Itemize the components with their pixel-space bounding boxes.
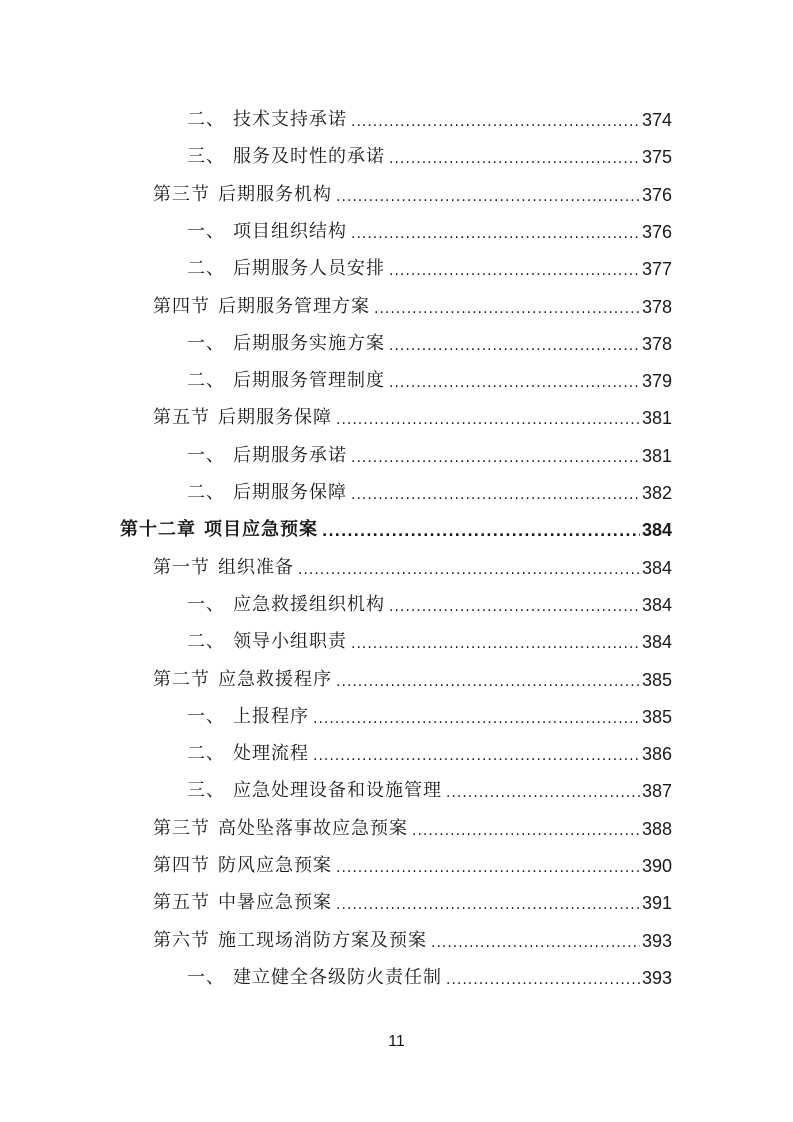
- toc-entry-title: [153, 928, 427, 954]
- toc-entry-title: [187, 219, 347, 245]
- toc-entry-text: 后期服务承诺: [233, 444, 347, 466]
- toc-entry-title: [187, 443, 347, 469]
- toc-entry-page: 378: [641, 296, 672, 317]
- toc-entry-page: 381: [641, 408, 672, 429]
- toc-entry-text: 处理流程: [233, 743, 309, 765]
- dot-leader: [351, 484, 640, 506]
- toc-entry-page: 378: [641, 333, 672, 354]
- toc-entry-page: 377: [641, 259, 672, 280]
- dot-leader: [389, 148, 640, 170]
- toc-entry-prefix: 一、: [187, 705, 225, 727]
- toc-entry-title: [187, 965, 442, 991]
- toc-entry-page: 393: [641, 930, 672, 951]
- toc-entry-text: 技术支持承诺: [233, 109, 347, 130]
- toc-entry-title: [153, 294, 370, 320]
- toc-entry-page: 391: [641, 893, 672, 914]
- toc-entry-title: [153, 405, 332, 431]
- toc-entry-prefix: 三、: [187, 780, 225, 802]
- toc-entry-title: [187, 704, 309, 730]
- toc-entry-title: [153, 555, 294, 581]
- toc-entry-prefix: 第三节: [153, 183, 210, 205]
- toc-entry-title: [187, 107, 347, 133]
- toc-entry-text: 后期服务实施方案: [233, 332, 385, 354]
- toc-entry-prefix: 二、: [187, 258, 225, 280]
- toc-entry-page: 384: [641, 557, 672, 578]
- toc-entry-prefix: 第六节: [153, 929, 210, 951]
- toc-entry-prefix: 二、: [187, 631, 225, 653]
- toc-entry-text: 领导小组职责: [233, 631, 347, 653]
- toc-entry-page: 381: [641, 445, 672, 466]
- toc-entry-page: 382: [641, 483, 672, 503]
- dot-leader: [389, 335, 640, 357]
- toc-subsection-entry[interactable]: [187, 256, 672, 282]
- toc-entry-prefix: 第十二章: [120, 519, 196, 541]
- toc-entry-text: 防风应急预案: [218, 855, 332, 876]
- toc-section-entry[interactable]: [153, 182, 672, 208]
- toc-entry-text: 上报程序: [233, 705, 309, 727]
- dot-leader: [336, 186, 640, 208]
- toc-entry-text: 后期服务管理方案: [218, 295, 370, 317]
- toc-subsection-entry[interactable]: [187, 629, 672, 655]
- toc-entry-text: 后期服务人员安排: [233, 258, 385, 280]
- toc-section-entry[interactable]: [153, 405, 672, 431]
- toc-entry-title: [153, 816, 408, 842]
- toc-chapter-entry[interactable]: [120, 517, 672, 543]
- toc-entry-title: [187, 741, 309, 767]
- toc-subsection-entry[interactable]: [187, 592, 672, 618]
- toc-subsection-entry[interactable]: [187, 480, 672, 506]
- toc-section-entry[interactable]: [153, 853, 672, 879]
- toc-entry-text: 后期服务保障: [218, 407, 332, 429]
- toc-entry-page: 386: [641, 744, 672, 765]
- toc-entry-page: 385: [641, 706, 672, 727]
- page-number: 11: [388, 1033, 405, 1050]
- toc-subsection-entry[interactable]: [187, 741, 672, 767]
- toc-entry-text: 项目应急预案: [204, 519, 318, 541]
- toc-entry-prefix: 第二节: [153, 668, 210, 690]
- toc-entry-page: 376: [641, 184, 672, 205]
- toc-entry-title: [187, 592, 385, 618]
- toc-entry-title: [187, 331, 385, 357]
- toc-entry-text: 施工现场消防方案及预案: [218, 929, 427, 951]
- toc-entry-text: 项目组织结构: [233, 220, 347, 242]
- dot-leader: [446, 782, 640, 804]
- toc-entry-prefix: 第三节: [153, 817, 210, 839]
- toc-entry-prefix: 一、: [187, 332, 225, 354]
- toc-entry-prefix: 二、: [187, 370, 225, 392]
- toc-subsection-entry[interactable]: [187, 443, 672, 469]
- toc-entry-prefix: 二、: [187, 482, 225, 503]
- dot-leader: [313, 745, 640, 767]
- dot-leader: [374, 298, 640, 320]
- dot-leader: [389, 596, 640, 618]
- toc-entry-text: 后期服务保障: [233, 482, 347, 503]
- toc-subsection-entry[interactable]: [187, 368, 672, 394]
- toc-entry-prefix: 一、: [187, 593, 225, 615]
- dot-leader: [336, 409, 640, 431]
- toc-entry-prefix: 一、: [187, 444, 225, 466]
- dot-leader: [389, 260, 640, 282]
- toc-entry-prefix: 二、: [187, 109, 225, 130]
- toc-entry-text: 服务及时性的承诺: [233, 146, 385, 168]
- dot-leader: [336, 671, 640, 693]
- toc-section-entry[interactable]: [153, 816, 672, 842]
- toc-entry-title: [187, 256, 385, 282]
- toc-entry-title: [187, 778, 442, 804]
- toc-section-entry[interactable]: [153, 667, 672, 693]
- toc-entry-prefix: 第五节: [153, 407, 210, 429]
- toc-subsection-entry[interactable]: [187, 965, 672, 991]
- toc-entry-title: [187, 368, 385, 394]
- toc-entry-page: 393: [641, 967, 672, 988]
- dot-leader: [351, 111, 640, 133]
- toc-entry-prefix: 第一节: [153, 556, 210, 578]
- toc-entry-page: 375: [641, 147, 672, 168]
- toc-entry-prefix: 第四节: [153, 855, 210, 876]
- dot-leader: [446, 969, 640, 991]
- toc-entry-prefix: 一、: [187, 966, 225, 988]
- toc-section-entry[interactable]: [153, 928, 672, 954]
- toc-entry-prefix: 三、: [187, 146, 225, 168]
- toc-entry-text: 应急救援程序: [218, 668, 332, 690]
- toc-subsection-entry[interactable]: [187, 331, 672, 357]
- toc-entry-text: 建立健全各级防火责任制: [233, 966, 442, 988]
- toc-entry-page: 384: [641, 594, 672, 615]
- dot-leader: [322, 521, 640, 543]
- toc-section-entry[interactable]: [153, 555, 672, 581]
- dot-leader: [351, 447, 640, 469]
- toc-subsection-entry[interactable]: [187, 107, 672, 133]
- toc-entry-page: 388: [641, 818, 672, 839]
- toc-entry-title: [153, 182, 332, 208]
- toc-subsection-entry[interactable]: [187, 778, 672, 804]
- toc-entry-title: [153, 890, 332, 916]
- toc-entry-text: 应急救援组织机构: [233, 593, 385, 615]
- dot-leader: [351, 223, 640, 245]
- toc-section-entry[interactable]: [153, 890, 672, 916]
- toc-entry-page: 387: [641, 781, 672, 802]
- toc-entry-text: 后期服务管理制度: [233, 370, 385, 392]
- toc-entry-title: [187, 629, 347, 655]
- toc-entry-text: 后期服务机构: [218, 183, 332, 205]
- toc-entry-page: 376: [641, 221, 672, 242]
- toc-entry-text: 应急处理设备和设施管理: [233, 780, 442, 802]
- dot-leader: [351, 633, 640, 655]
- toc-entry-title: [153, 853, 332, 879]
- toc-entry-page: 374: [641, 110, 672, 130]
- toc-entry-prefix: 二、: [187, 743, 225, 765]
- toc-entry-page: 390: [641, 856, 672, 876]
- toc-entry-prefix: 第四节: [153, 295, 210, 317]
- toc-entry-page: 384: [641, 632, 672, 653]
- dot-leader: [336, 857, 640, 879]
- toc-entry-text: 高处坠落事故应急预案: [218, 817, 408, 839]
- toc-entry-page: 385: [641, 669, 672, 690]
- dot-leader: [336, 894, 640, 916]
- dot-leader: [298, 559, 640, 581]
- toc-entry-prefix: 第五节: [153, 892, 210, 914]
- toc-entry-title: [120, 517, 318, 543]
- toc-subsection-entry[interactable]: [187, 704, 672, 730]
- dot-leader: [431, 932, 640, 954]
- toc-entry-text: 组织准备: [218, 556, 294, 578]
- dot-leader: [389, 372, 640, 394]
- dot-leader: [412, 820, 640, 842]
- toc-section-entry[interactable]: [153, 294, 672, 320]
- toc-entry-prefix: 一、: [187, 220, 225, 242]
- toc-entry-page: 384: [641, 520, 672, 541]
- toc-entry-page: 379: [641, 371, 672, 392]
- toc-subsection-entry[interactable]: [187, 219, 672, 245]
- toc-subsection-entry[interactable]: [187, 144, 672, 170]
- dot-leader: [313, 708, 640, 730]
- toc-entry-title: [153, 667, 332, 693]
- toc-entry-text: 中暑应急预案: [218, 892, 332, 914]
- toc-entry-title: [187, 144, 385, 170]
- toc-entry-title: [187, 480, 347, 506]
